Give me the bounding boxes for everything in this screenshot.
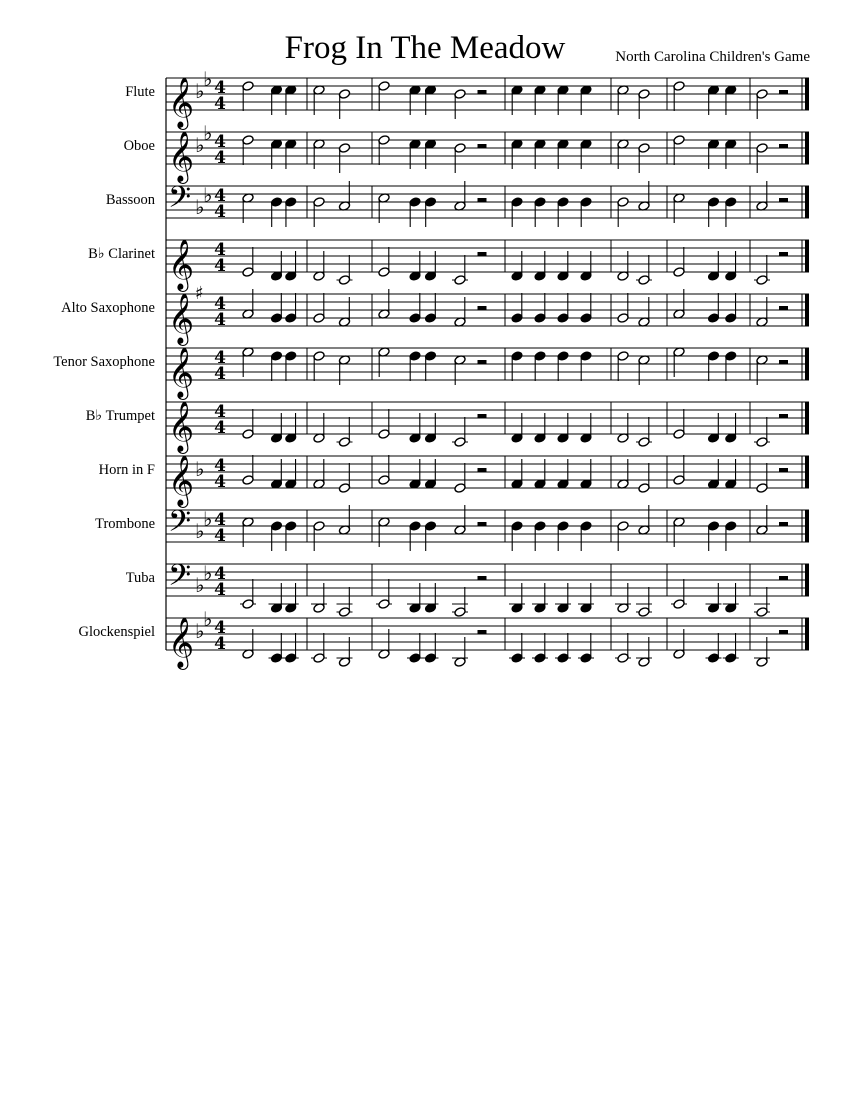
composer-credit: North Carolina Children's Game (615, 49, 810, 65)
instrument-label: Alto Saxophone (61, 300, 155, 316)
flat-icon: ♭ (195, 519, 205, 543)
time-signature-beat-type: 4 (214, 202, 226, 222)
final-barline-thick (805, 348, 809, 380)
instrument-label: Horn in F (98, 462, 155, 478)
final-barline-thick (805, 510, 809, 542)
time-signature-beat-type: 4 (214, 310, 226, 330)
staff-flute (166, 67, 809, 130)
time-signature-beat-type: 4 (214, 418, 226, 438)
time-signature-beat-type: 4 (214, 580, 226, 600)
half-rest-icon (478, 198, 487, 202)
time-signature-beat-type: 4 (214, 94, 226, 114)
time-signature-beat-type: 4 (214, 364, 226, 384)
half-rest-icon (779, 468, 788, 472)
treble-clef: 𝄞 (168, 617, 195, 668)
time-signature-beats: 4 (214, 294, 226, 314)
time-signature-beats: 4 (214, 78, 226, 98)
sharp-icon: ♯ (195, 283, 204, 304)
treble-clef: 𝄞 (168, 401, 195, 452)
half-rest-icon (779, 414, 788, 418)
treble-clef: 𝄞 (168, 239, 195, 290)
instrument-label: Flute (125, 84, 155, 100)
staff-glockenspiel (166, 607, 809, 670)
final-barline-thick (805, 186, 809, 218)
half-rest-icon (478, 522, 487, 526)
flat-icon: ♭ (203, 607, 213, 631)
time-signature-beats: 4 (214, 510, 226, 530)
half-rest-icon (478, 360, 487, 364)
staff-bassoon (166, 181, 809, 227)
time-signature-beat-type: 4 (214, 256, 226, 276)
staff-trombone (166, 505, 809, 551)
half-rest-icon (478, 414, 487, 418)
half-rest-icon (478, 468, 487, 472)
half-rest-icon (779, 90, 788, 94)
instrument-label: Tuba (125, 570, 155, 586)
time-signature-beats: 4 (214, 240, 226, 260)
instrument-label: Glockenspiel (78, 624, 155, 640)
final-barline-thick (805, 294, 809, 326)
instrument-label: Trombone (95, 516, 155, 532)
treble-clef: 𝄞 (168, 455, 195, 506)
staff-horn-in-f (166, 455, 809, 508)
half-rest-icon (478, 306, 487, 310)
half-rest-icon (779, 144, 788, 148)
bass-clef: 𝄢 (168, 505, 192, 546)
half-rest-icon (779, 198, 788, 202)
flat-icon: ♭ (203, 67, 213, 91)
flat-icon: ♭ (195, 619, 205, 643)
time-signature-beats: 4 (214, 456, 226, 476)
final-barline-thick (805, 240, 809, 272)
flat-icon: ♭ (195, 133, 205, 157)
staff-tenor-saxophone (166, 347, 809, 400)
half-rest-icon (478, 144, 487, 148)
time-signature-beats: 4 (214, 186, 226, 206)
final-barline-thick (805, 564, 809, 596)
flat-icon: ♭ (203, 121, 213, 145)
instrument-label: Bassoon (105, 192, 155, 208)
half-rest-icon (478, 576, 487, 580)
flat-icon: ♭ (195, 457, 205, 481)
flat-icon: ♭ (195, 79, 205, 103)
time-signature-beats: 4 (214, 564, 226, 584)
time-signature-beat-type: 4 (214, 148, 226, 168)
final-barline-thick (805, 78, 809, 110)
flat-icon: ♭ (195, 573, 205, 597)
treble-clef: 𝄞 (168, 77, 195, 128)
final-barline-thick (805, 402, 809, 434)
flat-icon: ♭ (203, 183, 213, 207)
treble-clef: 𝄞 (168, 293, 195, 344)
instrument-label: B♭ Clarinet (88, 246, 155, 262)
half-rest-icon (779, 306, 788, 310)
half-rest-icon (779, 630, 788, 634)
instrument-label: B♭ Trumpet (85, 408, 155, 424)
instrument-label: Oboe (123, 138, 155, 154)
bass-clef: 𝄢 (168, 181, 192, 222)
time-signature-beat-type: 4 (214, 472, 226, 492)
bass-clef: 𝄢 (168, 559, 192, 600)
flat-icon: ♭ (195, 195, 205, 219)
staff-b-trumpet (166, 401, 809, 454)
half-rest-icon (779, 252, 788, 256)
treble-clef: 𝄞 (168, 347, 195, 398)
half-rest-icon (779, 360, 788, 364)
staff-b-clarinet (166, 239, 809, 292)
time-signature-beats: 4 (214, 402, 226, 422)
half-rest-icon (779, 576, 788, 580)
half-rest-icon (478, 630, 487, 634)
time-signature-beat-type: 4 (214, 526, 226, 546)
time-signature-beat-type: 4 (214, 634, 226, 654)
final-barline-thick (805, 456, 809, 488)
time-signature-beats: 4 (214, 132, 226, 152)
instrument-label: Tenor Saxophone (53, 354, 155, 370)
staff-alto-saxophone (166, 283, 809, 346)
half-rest-icon (478, 252, 487, 256)
flat-icon: ♭ (203, 561, 213, 585)
score-title: Frog In The Meadow (284, 30, 566, 66)
final-barline-thick (805, 132, 809, 164)
time-signature-beats: 4 (214, 618, 226, 638)
staff-tuba (166, 559, 809, 617)
flat-icon: ♭ (203, 507, 213, 531)
half-rest-icon (779, 522, 788, 526)
treble-clef: 𝄞 (168, 131, 195, 182)
final-barline-thick (805, 618, 809, 650)
staff-oboe (166, 121, 809, 184)
half-rest-icon (478, 90, 487, 94)
time-signature-beats: 4 (214, 348, 226, 368)
